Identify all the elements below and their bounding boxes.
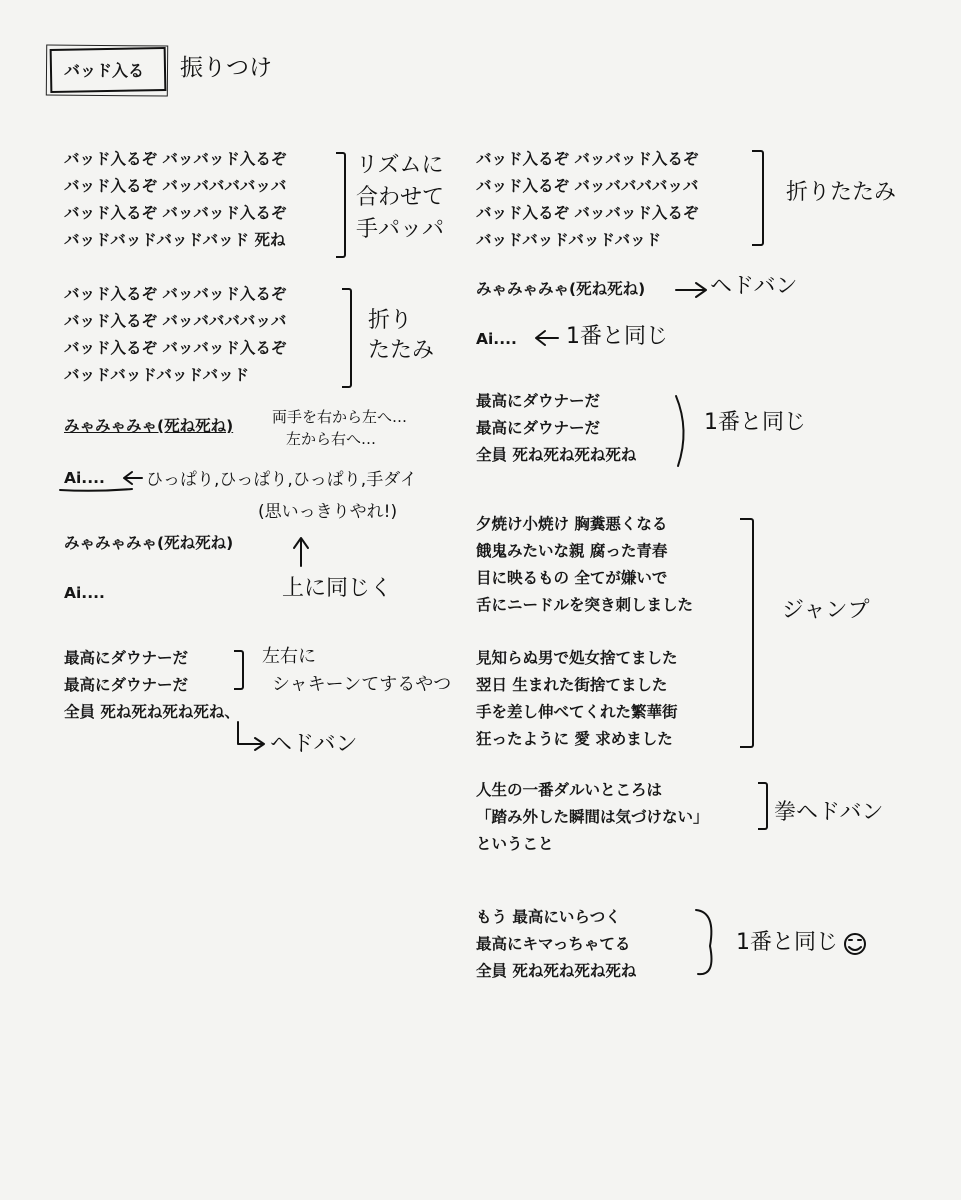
note-line: 左から右へ…	[286, 430, 377, 448]
lyric-line: バッドバッドバッドバッド 死ね	[64, 231, 286, 249]
note-line: 折り	[368, 308, 413, 333]
lyric-line: Ai....	[476, 330, 517, 348]
choreo-note: 折りたたみ	[786, 180, 897, 205]
lyric-line: みゃみゃみゃ(死ね死ね)	[476, 280, 646, 298]
lyric-line: 全員 死ね死ね死ね死ね	[476, 962, 637, 980]
lyric-line: バッド入るぞ バッバッド入るぞ	[64, 150, 287, 168]
curve-bracket	[676, 396, 684, 466]
choreo-note: 1番と同じ	[704, 410, 806, 435]
curve-bracket	[696, 910, 712, 974]
lyric-line: 全員 死ね死ね死ね死ね、	[64, 703, 240, 721]
lyric-line: みゃみゃみゃ(死ね死ね)	[64, 534, 234, 552]
lyric-line: 最高にダウナーだ	[476, 392, 601, 410]
note-line: シャキーンてするやつ	[272, 674, 452, 695]
lyric-line: バッド入るぞ バッバッド入るぞ	[64, 204, 287, 222]
lyric-line: バッド入るぞ バッバッド入るぞ	[476, 150, 699, 168]
lyric-line: 人生の一番ダルいところは	[476, 781, 663, 799]
note-line: 手パッパ	[356, 217, 445, 242]
lyric-line: バッド入るぞ バッババババッバ	[64, 177, 287, 195]
choreo-note: ひっぱり,ひっぱり,ひっぱり,手ダイ	[146, 470, 417, 490]
lyric-line: みゃみゃみゃ(死ね死ね)	[64, 417, 234, 435]
lyric-line: バッドバッドバッドバッド	[64, 366, 250, 384]
note-line: たたみ	[368, 338, 435, 363]
choreo-note: ジャンプ	[782, 598, 870, 623]
page-title: バッド入る	[64, 61, 145, 80]
lyric-line: 全員 死ね死ね死ね死ね	[476, 446, 637, 464]
lyric-line: 狂ったように 愛 求めました	[476, 730, 673, 748]
lyric-line: バッド入るぞ バッバッド入るぞ	[64, 285, 287, 303]
note-line: 合わせて	[356, 185, 445, 210]
note-line: リズムに	[356, 153, 444, 178]
lyric-line: 手を差し伸べてくれた繁華街	[476, 703, 678, 721]
lyric-line: 翌日 生まれた街捨てました	[476, 676, 668, 694]
choreo-note: ヘドバン	[270, 732, 358, 757]
lyric-line: 見知らぬ男で処女捨てました	[476, 649, 678, 667]
lyric-line: バッド入るぞ バッババババッバ	[476, 177, 699, 195]
lyric-line: 目に映るもの 全てが嫌いで	[476, 569, 668, 587]
lyric-line: 最高にキマっちゃてる	[476, 935, 631, 953]
choreo-note: 上に同じく	[282, 576, 393, 601]
choreo-note: 1番と同じ	[736, 930, 838, 955]
page-subtitle: 振りつけ	[180, 55, 272, 81]
lyric-line: ということ	[476, 835, 554, 853]
choreo-note: 拳ヘドバン	[774, 800, 884, 825]
lyric-line: もう 最高にいらつく	[476, 908, 621, 926]
lyric-line: 舌にニードルを突き刺しました	[476, 596, 694, 614]
lyric-line: 「踏み外した瞬間は気づけない」	[476, 808, 709, 826]
note-line: 両手を右から左へ…	[272, 408, 408, 426]
choreo-note: (思いっきりやれ!)	[258, 502, 398, 522]
lyric-line: バッド入るぞ バッババババッバ	[64, 312, 287, 330]
underline-stroke	[60, 489, 132, 491]
note-line: 左右に	[262, 646, 316, 667]
lyric-line: Ai....	[64, 469, 105, 487]
lyric-line: 夕焼け小焼け 胸糞悪くなる	[476, 515, 668, 533]
lyric-line: 最高にダウナーだ	[64, 649, 189, 667]
lyric-line: Ai....	[64, 584, 105, 602]
lyric-line: バッド入るぞ バッバッド入るぞ	[64, 339, 287, 357]
lyric-line: バッドバッドバッドバッド	[476, 231, 662, 249]
choreo-note: 1番と同じ	[566, 324, 668, 349]
lyric-line: バッド入るぞ バッバッド入るぞ	[476, 204, 699, 222]
choreo-note: ヘドバン	[710, 274, 798, 299]
lyric-line: 餓鬼みたいな親 腐った青春	[476, 542, 668, 560]
lyric-line: 最高にダウナーだ	[476, 419, 601, 437]
lyric-line: 最高にダウナーだ	[64, 676, 189, 694]
